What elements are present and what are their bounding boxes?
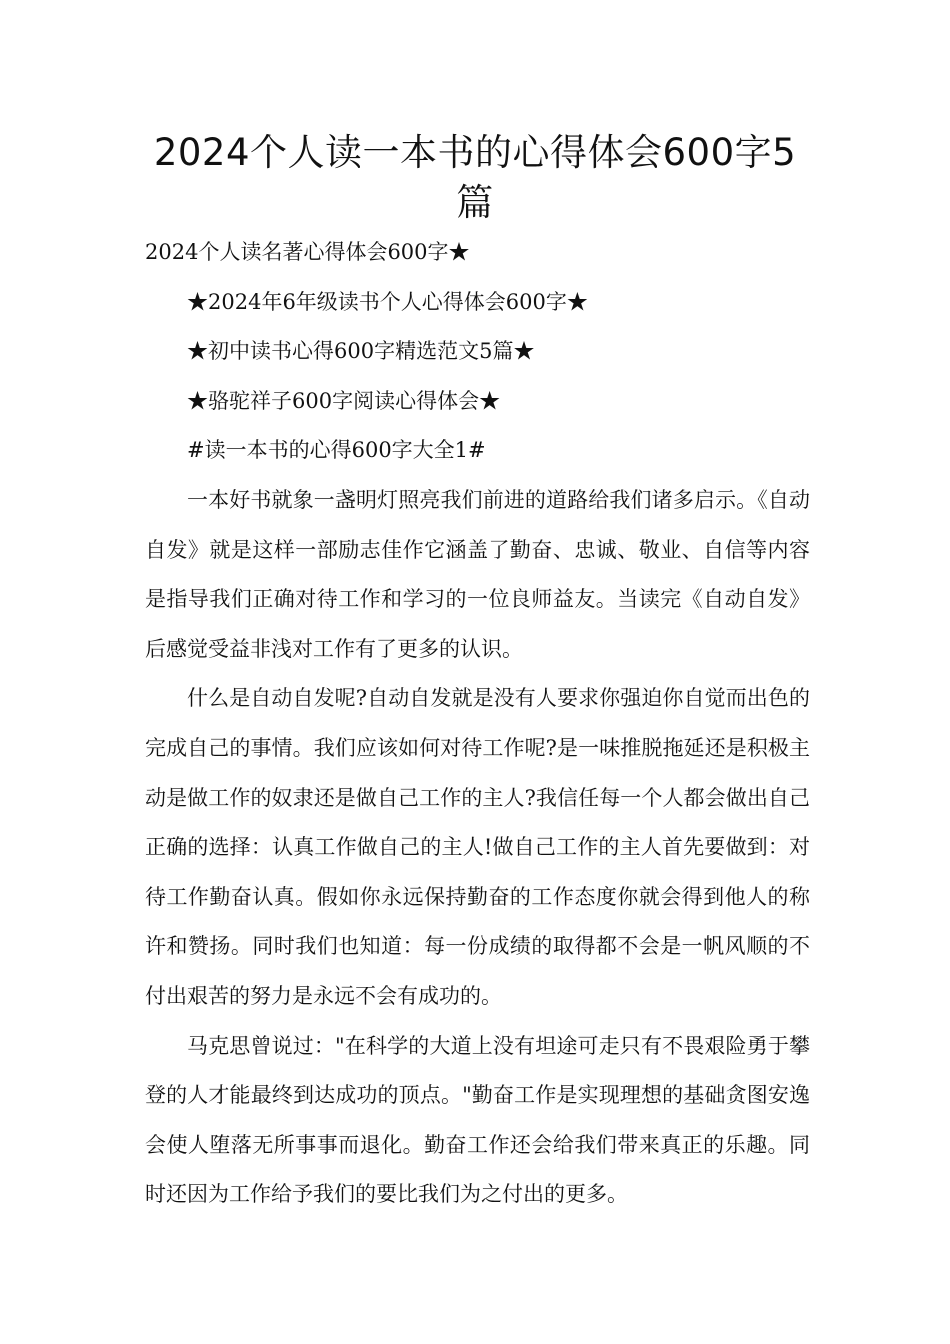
document-title: 2024个人读一本书的心得体会600字5篇 xyxy=(153,131,797,224)
document-body xyxy=(145,228,810,1220)
paragraph-1: 一本好书就象一盏明灯照亮我们前进的道路给我们诸多启示。《自动自发》就是这样一部励志佳作它涵盖了勤奋、忠诚、敬业、自信等内容是指导我们正确对待工作和学习的一位良师益友。当读完《自动自发》后感觉受益非浅对工作有了更多的认识。 xyxy=(145,487,810,661)
related-link-2[interactable]: ★2024年6年级读书个人心得体会600字★ xyxy=(187,289,588,314)
section-heading: #读一本书的心得600字大全1# xyxy=(187,438,486,463)
related-link-1[interactable]: 2024个人读名著心得体会600字★ xyxy=(145,240,470,264)
related-link-3[interactable]: ★初中读书心得600字精选范文5篇★ xyxy=(187,339,535,364)
paragraph-3: 马克思曾说过："在科学的大道上没有坦途可走只有不畏艰险勇于攀登的人才能最终到达成功的顶点。"勤奋工作是实现理想的基础贪图安逸会使人堕落无所事事而退化。勤奋工作还会给我们带来真正的乐趣。同时还因为工作给予我们的要比我们为之付出的更多。 xyxy=(145,1033,810,1207)
related-link-4[interactable]: ★骆驼祥子600字阅读心得体会★ xyxy=(187,388,501,413)
paragraph-2: 什么是自动自发呢?自动自发就是没有人要求你强迫你自觉而出色的完成自己的事情。我们应该如何对待工作呢?是一味推脱拖延还是积极主动是做工作的奴隶还是做自己工作的主人?我信任每一个人都会做出自己正确的选择：认真工作做自己的主人!做自己工作的主人首先要做到：对待工作勤奋认真。假如你永远保持勤奋的工作态度你就会得到他人的称许和赞扬。同时我们也知道：每一份成绩的取得都不会是一帆风顺的不付出艰苦的努力是永远不会有成功的。 xyxy=(145,686,810,1008)
